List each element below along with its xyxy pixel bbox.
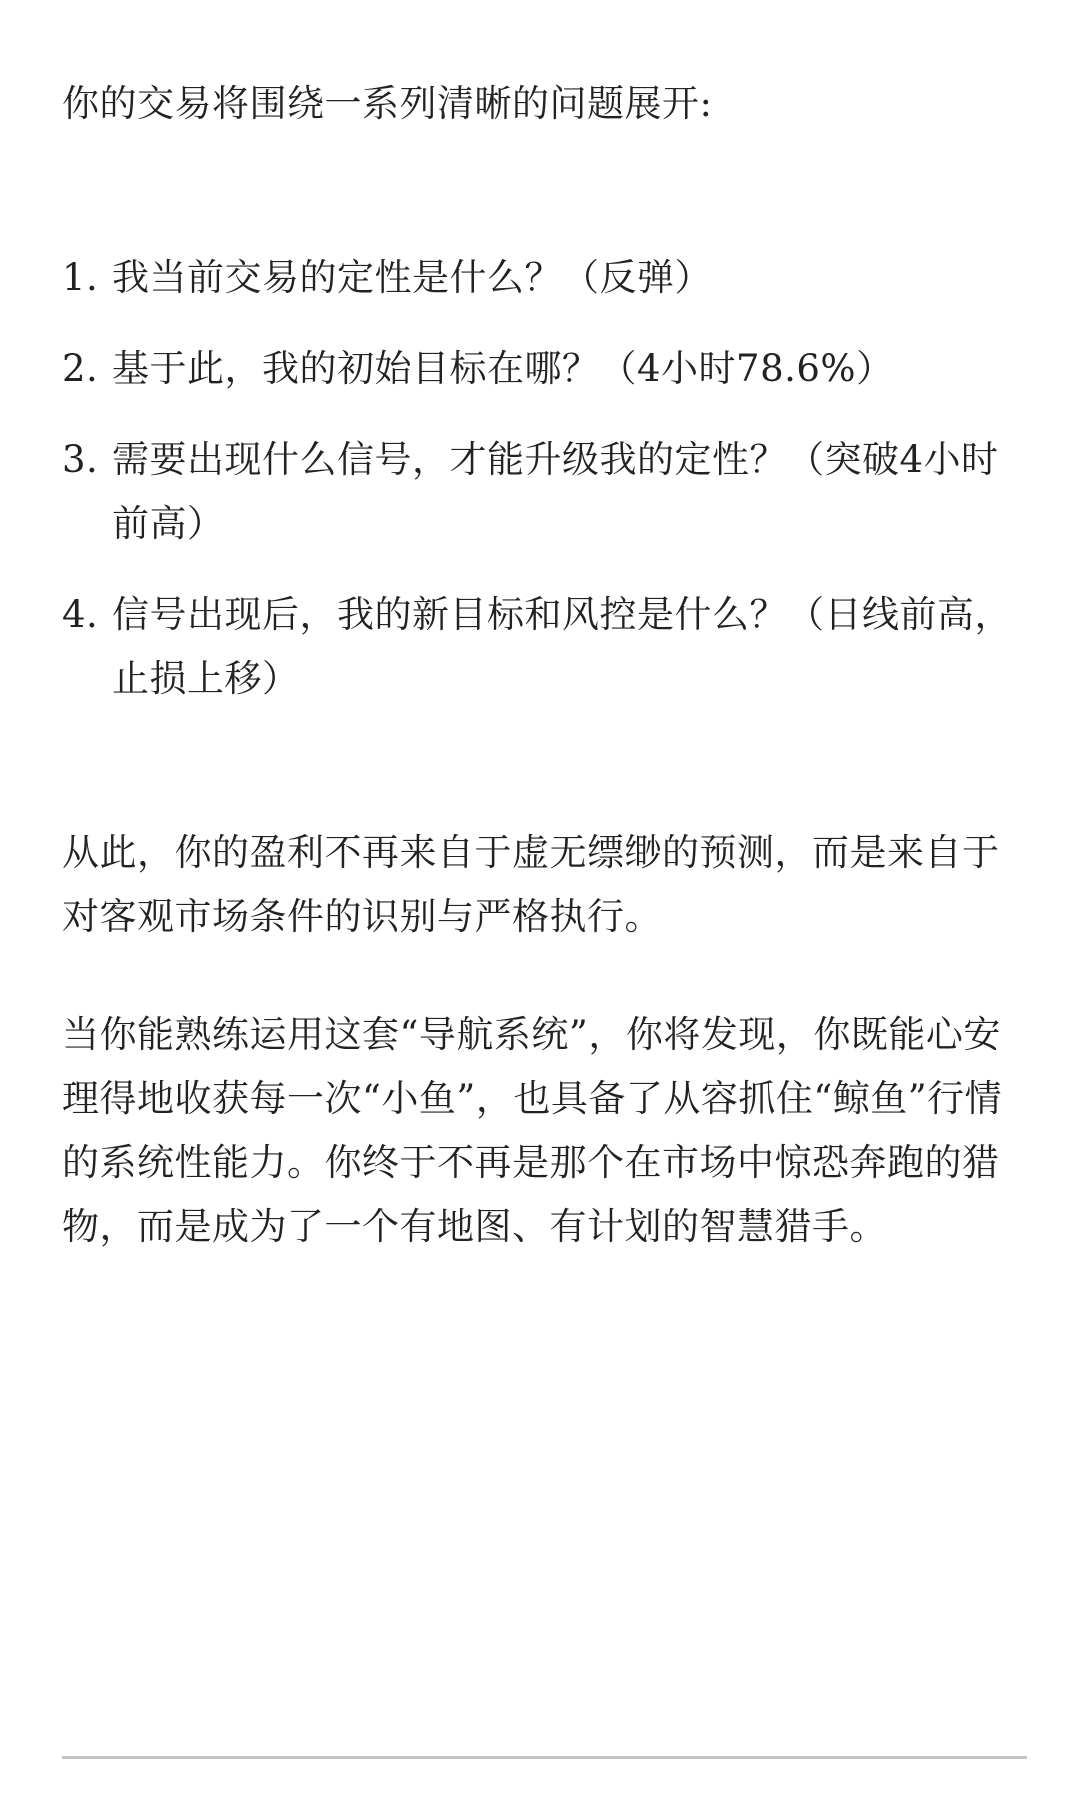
list-item-number: 3. [62, 438, 99, 481]
conclusion-paragraph: 从此，你的盈利不再来自于虚无缥缈的预测，而是来自于对客观市场条件的识别与严格执行。 [62, 831, 1000, 938]
list-item-number: 4. [62, 593, 99, 636]
list-item [62, 337, 1027, 401]
list-item [62, 428, 1027, 556]
intro-paragraph: 你的交易将围绕一系列清晰的问题展开: [62, 82, 713, 125]
question-list [62, 246, 1027, 711]
list-item-text: 信号出现后，我的新目标和风控是什么？（日线前高，止损上移） [112, 593, 1012, 700]
navigation-system-paragraph: 当你能熟练运用这套“导航系统”，你将发现，你既能心安理得地收获每一次“小鱼”，也具备了从容抓住“鲸鱼”行情的系统性能力。你终于不再是那个在市场中惊恐奔跑的猎物，而是成为了一个有地图、有计划的智慧猎手。 [62, 1013, 1003, 1248]
list-item-number: 1. [62, 256, 99, 299]
bottom-divider [62, 1756, 1027, 1759]
list-item-text: 我当前交易的定性是什么？（反弹） [112, 256, 712, 299]
list-item-text: 需要出现什么信号，才能升级我的定性？（突破4小时前高） [112, 438, 999, 545]
list-item [62, 246, 1027, 310]
list-item [62, 583, 1027, 711]
article-body [62, 72, 1027, 1259]
list-item-text: 基于此，我的初始目标在哪？（4小时78.6%） [112, 347, 894, 390]
list-item-number: 2. [62, 347, 99, 390]
